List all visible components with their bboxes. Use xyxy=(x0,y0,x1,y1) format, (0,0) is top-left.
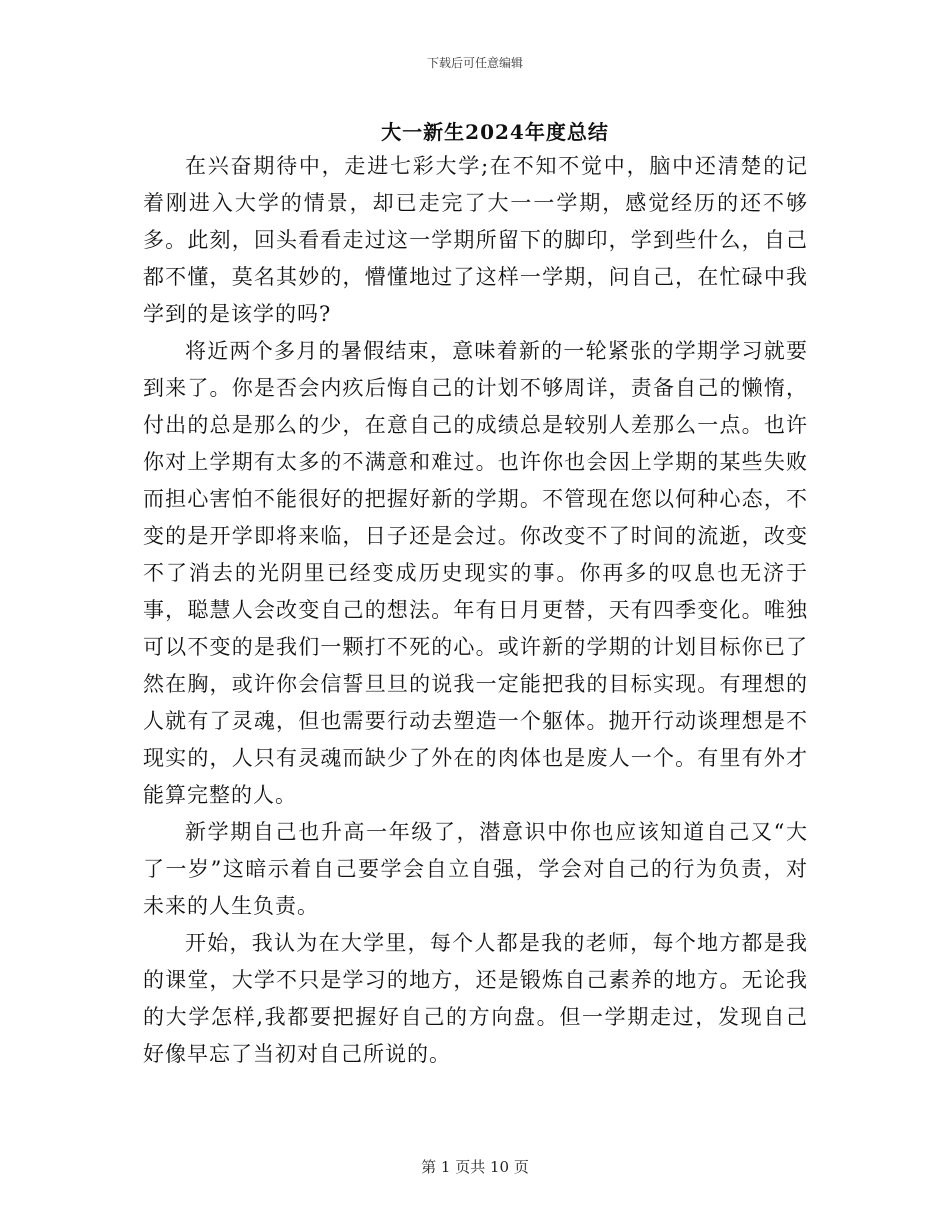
document-title: 大一新生2024年度总结 xyxy=(381,120,609,144)
page-header-note: 下载后可任意编辑 xyxy=(426,56,523,70)
paragraph-1: 在兴奋期待中，走进七彩大学;在不知不觉中，脑中还清楚的记着刚进入大学的情景，却已走完了大一一学期，感觉经历的还不够多。此刻，回头看看走过这一学期所留下的脚印，学到些什么，自己都不懂，莫名其妙的，懵懂地过了这样一学期，问自己，在忙碌中我学到的是该学的吗? xyxy=(143,154,808,326)
document-body xyxy=(143,148,808,1073)
page-number-indicator: 第 1 页共 10 页 xyxy=(421,1158,529,1176)
paragraph-2: 将近两个多月的暑假结束，意味着新的一轮紧张的学期学习就要到来了。你是否会内疚后悔自己的计划不够周详，责备自己的懒惰，付出的总是那么的少，在意自己的成绩总是较别人差那么一点。也许你对上学期有太多的不满意和难过。也许你也会因上学期的某些失败而担心害怕不能很好的把握好新的学期。不管现在您以何种心态，不变的是开学即将来临，日子还是会过。你改变不了时间的流逝，改变不了消去的光阴里已经变成历史现实的事。你再多的叹息也无济于事，聪慧人会改变自己的想法。年有日月更替，天有四季变化。唯独可以不变的是我们一颗打不死的心。或许新的学期的计划目标你已了然在胸，或许你会信誓旦旦的说我一定能把我的目标实现。有理想的人就有了灵魂，但也需要行动去塑造一个躯体。抛开行动谈理想是不现实的，人只有灵魂而缺少了外在的肉体也是废人一个。有里有外才能算完整的人。 xyxy=(143,339,808,807)
paragraph-3: 新学期自己也升高一年级了，潜意识中你也应该知道自己又“大了一岁”这暗示着自己要学会自立自强，学会对自己的行为负责，对未来的人生负责。 xyxy=(143,820,808,918)
paragraph-4: 开始，我认为在大学里，每个人都是我的老师，每个地方都是我的课堂，大学不只是学习的地方，还是锻炼自己素养的地方。无论我的大学怎样,我都要把握好自己的方向盘。但一学期走过，发现自己好像早忘了当初对自己所说的。 xyxy=(143,931,808,1066)
